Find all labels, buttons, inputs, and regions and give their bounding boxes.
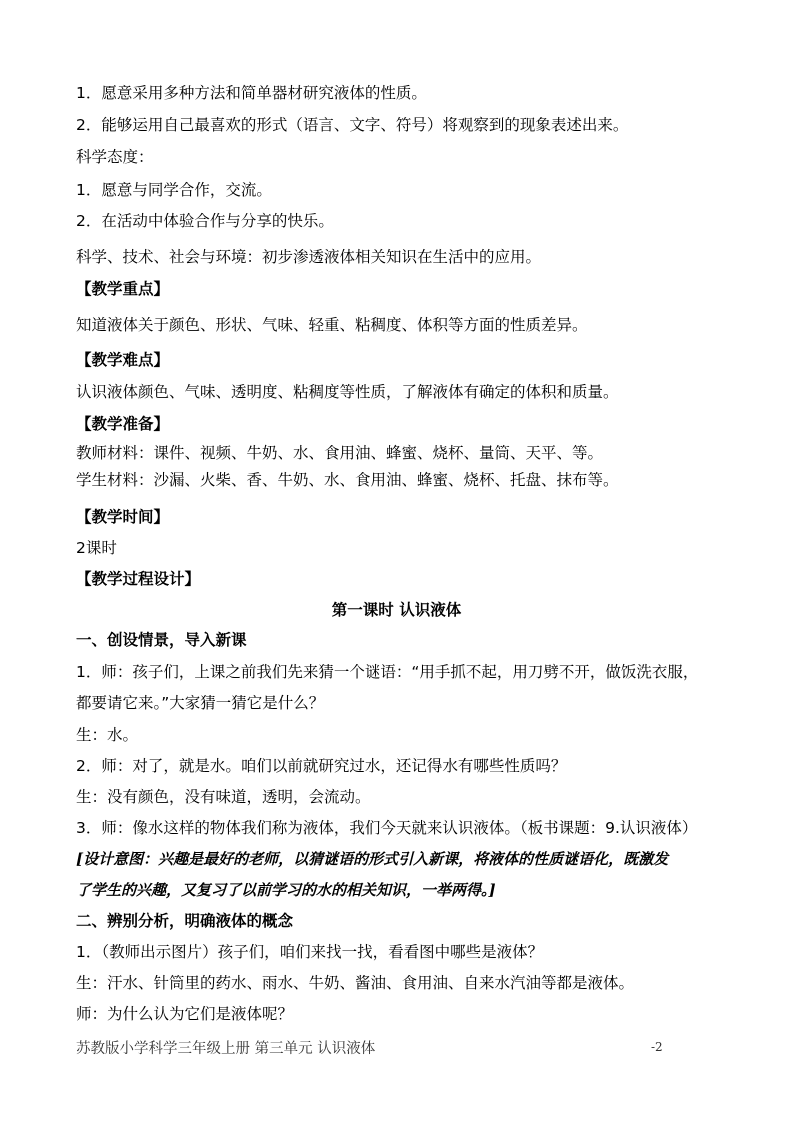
teacher-materials: 教师材料：课件、视频、牛奶、水、食用油、蜂蜜、烧杯、量筒、天平、等。 (76, 444, 604, 462)
attitude-heading: 科学态度： (76, 148, 154, 166)
design-intent-line-2: 了学生的兴趣，又复习了以前学习的水的相关知识，一举两得。] (76, 881, 496, 899)
dialogue-q4: 1．（教师出示图片）孩子们，咱们来找一找，看看图中哪些是液体？ (76, 943, 544, 961)
section-1-heading: 一、创设情景，导入新课 (76, 631, 247, 649)
page-footer: 苏教版小学科学三年级上册 第三单元 认识液体 (76, 1041, 376, 1057)
design-intent-line-1: [设计意图：兴趣是最好的老师，以猜谜语的形式引入新课，将液体的性质谜语化，既激发 (76, 850, 669, 868)
key-points-text: 知道液体关于颜色、形状、气味、轻重、粘稠度、体积等方面的性质差异。 (76, 316, 588, 334)
attitude-line-1: 1．愿意与同学合作，交流。 (76, 181, 272, 199)
objective-line-2: 2．能够运用自己最喜欢的形式（语言、文字、符号）将观察到的现象表述出来。 (76, 116, 629, 134)
heading-process: 【教学过程设计】 (76, 570, 201, 588)
dialogue-a1: 生：水。 (76, 726, 139, 744)
section-2-heading: 二、辨别分析，明确液体的概念 (76, 912, 294, 930)
attitude-line-2: 2．在活动中体验合作与分享的快乐。 (76, 212, 334, 230)
heading-preparation: 【教学准备】 (76, 415, 170, 433)
page-number: -2 (651, 1040, 663, 1054)
difficulties-text: 认识液体颜色、气味、透明度、粘稠度等性质，了解液体有确定的体积和质量。 (76, 383, 619, 401)
time-text: 2课时 (76, 539, 117, 557)
dialogue-q5: 师：为什么认为它们是液体呢？ (76, 1005, 294, 1023)
sts-line: 科学、技术、社会与环境：初步渗透液体相关知识在生活中的应用。 (76, 248, 542, 266)
student-materials: 学生材料：沙漏、火柴、香、牛奶、水、食用油、蜂蜜、烧杯、托盘、抹布等。 (76, 471, 619, 489)
lesson-title: 第一课时 认识液体 (331, 601, 462, 619)
heading-key-points: 【教学重点】 (76, 280, 170, 298)
dialogue-a2: 生：没有颜色，没有味道，透明，会流动。 (76, 788, 371, 806)
dialogue-q1a: 1．师：孩子们，上课之前我们先来猜一个谜语：“用手抓不起，用刀劈不开，做饭洗衣服， (76, 663, 699, 681)
dialogue-q3: 3．师：像水这样的物体我们称为液体，我们今天就来认识液体。（板书课题：9.认识液体） (76, 819, 698, 837)
dialogue-q2: 2．师：对了，就是水。咱们以前就研究过水，还记得水有哪些性质吗？ (76, 757, 567, 775)
heading-time: 【教学时间】 (76, 508, 170, 526)
heading-difficulties: 【教学难点】 (76, 351, 170, 369)
dialogue-a4: 生：汗水、针筒里的药水、雨水、牛奶、酱油、食用油、自来水汽油等都是液体。 (76, 974, 635, 992)
dialogue-q1b: 都要请它来。”大家猜一猜它是什么？ (76, 694, 325, 712)
objective-line-1: 1．愿意采用多种方法和简单器材研究液体的性质。 (76, 84, 427, 102)
